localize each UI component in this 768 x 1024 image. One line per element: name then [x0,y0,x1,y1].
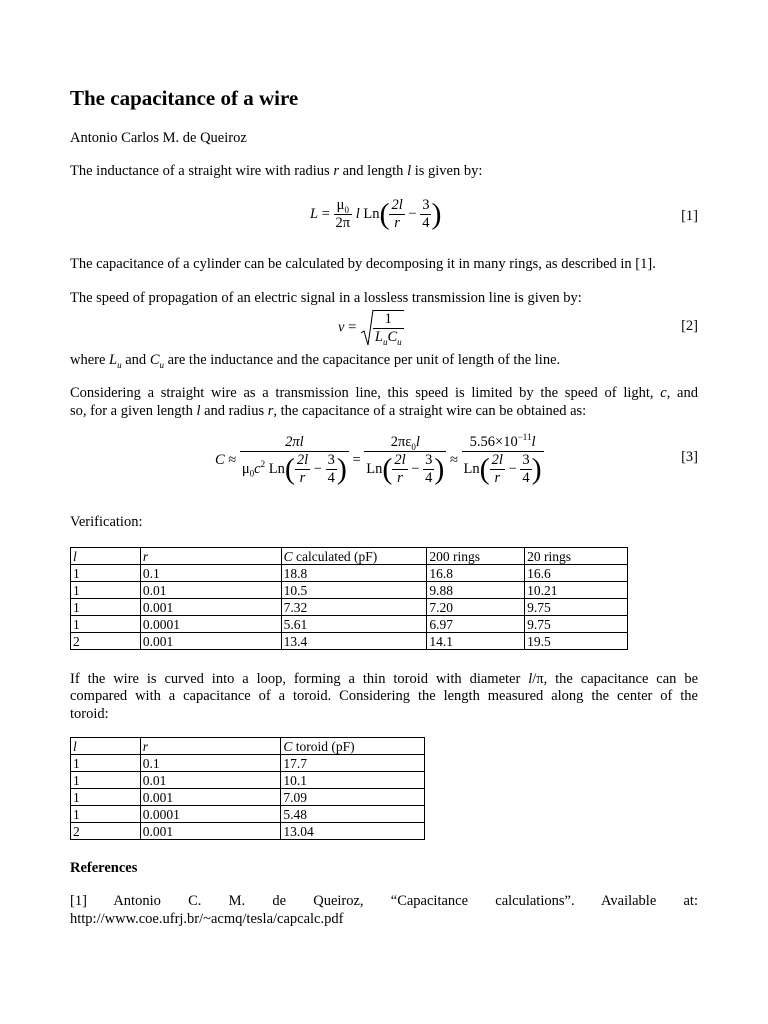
table-cell: 9.75 [525,616,628,633]
frac [392,452,407,487]
c: c [254,460,261,477]
paragraph-considering-line1 [70,385,698,402]
header-cell: r [140,548,281,565]
den: r [490,469,505,487]
var-l: l [196,403,201,419]
sub: u [382,336,388,347]
text: and length [339,163,408,179]
den: 4 [327,470,335,486]
table-cell: 19.5 [525,633,628,650]
num: 2l [394,452,406,468]
den [240,451,349,487]
frac [326,452,337,487]
frac [423,452,434,487]
equation-2 [338,309,404,347]
table-row [71,755,425,772]
table-cell: 17.7 [281,755,425,772]
sub: 0 [249,468,255,479]
num: 3 [522,452,530,468]
eq2-equals: = [344,319,360,336]
minus: − [504,460,521,477]
table-row [71,633,628,650]
minus: − [310,460,326,477]
table-cell: 9.88 [427,582,525,599]
mu-symbol: μ [336,197,345,213]
equation-3 [215,434,544,487]
equation-2-label: [2] [681,318,698,334]
table-cell: 0.001 [140,599,281,616]
den: 4 [422,215,430,231]
header-c: C [283,739,293,754]
mu: μ [241,460,250,477]
frac [520,452,531,487]
table-cell: 0.0001 [140,806,281,823]
header-rest: toroid (pF) [292,739,355,754]
table-cell: 0.001 [140,823,281,840]
var-r: r [267,403,274,419]
table-cell: 1 [71,789,141,806]
text: Considering a straight wire as a transmission line, this speed is limited by the speed of light, [70,385,661,401]
eq3-lhs: C [215,451,225,468]
table-row [71,565,628,582]
den [462,451,544,487]
equation-3-label: [3] [681,449,698,465]
table-row [71,599,628,616]
frac [490,452,505,487]
den: 4 [522,470,530,486]
paren-left-icon: ( [379,197,390,231]
table-cell: 0.1 [140,755,281,772]
paragraph-inductance-intro [70,163,698,180]
eq1-l: l [352,205,360,222]
table-header-row [71,548,628,565]
table-cell: 13.04 [281,823,425,840]
num: 3 [422,197,430,213]
header-cell: 200 rings [427,548,525,565]
eq1-equals: = [318,205,334,222]
text: are the inductance and the capacitance per unit of length of the line. [163,352,561,368]
den [373,328,404,346]
header-c: C [283,549,293,564]
text: so, for a given length [70,403,197,419]
paren-left-icon: ( [382,452,393,486]
table-cell: 1 [71,616,141,633]
paren-right-icon: ) [531,452,542,486]
paren-right-icon: ) [434,452,445,486]
table-row [71,582,628,599]
den: r [392,469,407,487]
l: l [415,434,420,450]
eq3-fraction-3 [462,434,544,487]
table-cell: 2 [71,823,141,840]
text: , the capacitance of a straight wire can be obtained as: [273,403,587,419]
num: 2l [296,452,309,468]
sqrt-icon [360,309,374,347]
var-l: l [407,163,412,179]
minus: − [407,460,424,477]
approx: ≈ [446,451,462,468]
paragraph-toroid-line2: compared with a capacitance of a toroid. Considering the length measured along the center of the [70,688,698,704]
table-row [71,616,628,633]
table-cell: 1 [71,582,141,599]
table-cell: 10.1 [281,772,425,789]
table-cell: 0.1 [140,565,281,582]
table-cell: 1 [71,772,141,789]
eq2-fraction [373,310,404,346]
table-header-row [71,738,425,755]
header-cell: r [140,738,281,755]
num: 2l [391,197,403,213]
num: 3 [425,452,433,468]
ln: Ln [265,460,285,477]
sub: u [117,359,122,370]
num: 2πl [285,434,304,450]
C: C [387,329,398,345]
table-cell: 0.001 [140,789,281,806]
eq3-fraction-1 [240,434,349,487]
text: and radius [200,403,268,419]
table-cell: 5.61 [281,616,427,633]
sub: 0 [411,441,416,452]
table-cell: 16.8 [427,565,525,582]
sub: u [159,359,164,370]
reference-1-line1: [1] Antonio C. M. de Queiroz, “Capacitance calculations”. Available at: [70,893,698,909]
equals: = [348,451,365,468]
page-title: The capacitance of a wire [70,86,299,110]
eq2-lhs: v [338,319,345,336]
paragraph-cylinder: The capacitance of a cylinder can be calculated by decomposing it in many rings, as described in [1]. [70,256,656,272]
eq1-lhs: L [310,205,319,222]
table-cell: 7.20 [427,599,525,616]
eq1-fraction-2l-r [389,197,404,232]
num: 2l [491,452,503,468]
sub: u [397,336,402,347]
table-verification [70,547,628,650]
paragraph-speed: The speed of propagation of an electric signal in a lossless transmission line is given by: [70,290,582,306]
num: 1 [384,311,392,327]
approx: ≈ [224,451,240,468]
table-row [71,772,425,789]
den: r [295,469,310,487]
table-cell: 0.0001 [140,616,281,633]
text: is given by: [411,163,483,179]
paragraph-toroid-line3: toroid: [70,706,109,722]
equation-1 [310,197,441,232]
table-cell: 0.01 [140,772,281,789]
var-C: C [149,352,160,368]
table-cell: 1 [71,806,141,823]
header-cell: l [71,548,141,565]
table-cell: 1 [71,565,141,582]
eq1-fraction-3-4 [420,197,431,232]
den: 4 [425,470,433,486]
text: 2πε [390,434,412,450]
var-l: l [528,671,533,687]
table-cell: 13.4 [281,633,427,650]
var-r: r [333,163,339,179]
eq1-den: 2π [335,215,351,231]
author-line: Antonio Carlos M. de Queiroz [70,130,247,146]
paragraph-where [70,352,698,369]
header-cell: l [71,738,141,755]
num [364,434,446,451]
text: /π, the capacitance can be [532,671,699,687]
table-cell: 9.75 [525,599,628,616]
var-c: c [660,385,667,401]
table-cell: 5.48 [281,806,425,823]
header-cell: 20 rings [525,548,628,565]
num [462,434,544,451]
table-cell: 0.01 [140,582,281,599]
paragraph-considering-line2 [70,403,698,420]
text: , and [666,385,698,401]
text: 5.56×10 [469,434,518,450]
text: The inductance of a straight wire with radius [70,163,334,179]
subscript: 0 [344,204,349,215]
den [364,451,446,487]
table-row [71,789,425,806]
table-toroid [70,737,425,840]
eq1-fraction-mu [334,197,353,232]
text: If the wire is curved into a loop, forming a thin toroid with diameter [70,671,529,687]
paren-right-icon: ) [431,197,442,231]
sup: −11 [517,432,532,443]
table-cell: 1 [71,599,141,616]
paren-left-icon: ( [284,452,295,486]
table-cell: 14.1 [427,633,525,650]
table-row [71,823,425,840]
reference-1-link[interactable]: http://www.coe.ufrj.br/~acmq/tesla/capcalc.pdf [70,911,344,927]
den: r [389,214,404,232]
header-rest: calculated (pF) [292,549,378,564]
equation-1-label: [1] [681,208,698,224]
l: l [531,434,536,450]
header-cell [281,738,425,755]
table-cell: 10.21 [525,582,628,599]
minus: − [404,205,421,222]
eq3-fraction-2 [364,434,446,487]
text: and [121,352,150,368]
table-cell: 16.6 [525,565,628,582]
table-cell: 2 [71,633,141,650]
table-cell: 0.001 [140,633,281,650]
L: L [374,329,383,345]
table-cell: 1 [71,755,141,772]
table-cell: 6.97 [427,616,525,633]
table-row [71,806,425,823]
header-cell [281,548,427,565]
table-cell: 10.5 [281,582,427,599]
table-cell: 7.32 [281,599,427,616]
verification-label: Verification: [70,514,143,530]
frac [295,452,310,487]
paren-right-icon: ) [336,452,347,486]
sup: 2 [260,459,266,469]
num: 3 [327,452,335,468]
references-heading: References [70,860,138,876]
eq1-ln: Ln [359,205,380,222]
table-cell: 18.8 [281,565,427,582]
ln: Ln [366,460,383,477]
text: where [70,352,110,368]
paren-left-icon: ( [479,452,490,486]
paragraph-toroid-line1 [70,671,698,688]
ln: Ln [463,460,480,477]
table-cell: 7.09 [281,789,425,806]
var-L: L [109,352,118,368]
